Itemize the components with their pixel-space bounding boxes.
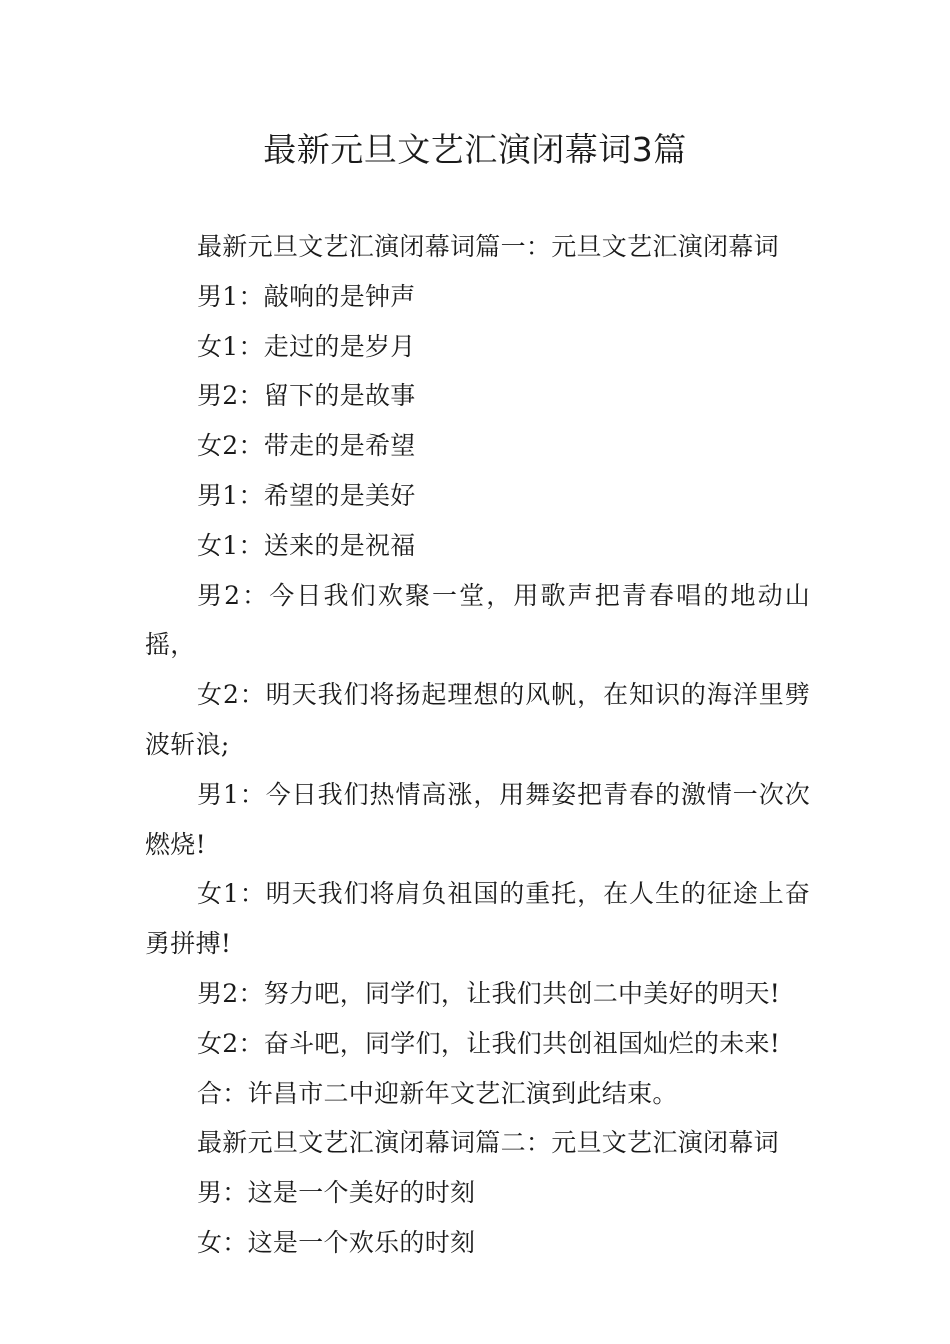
paragraph-1: 最新元旦文艺汇演闭幕词篇一：元旦文艺汇演闭幕词: [197, 232, 779, 261]
paragraph-14: 合：许昌市二中迎新年文艺汇演到此结束。: [197, 1078, 678, 1108]
paragraph-12: 男2：努力吧，同学们，让我们共创二中美好的明天!: [197, 978, 781, 1008]
paragraph-11: 女1：明天我们将肩负祖国的重托，在人生的征途上奋勇拼搏!: [145, 879, 810, 959]
paragraph-3: 女1：走过的是岁月: [197, 331, 416, 361]
paragraph-9: 女2：明天我们将扬起理想的风帆，在知识的海洋里劈波斩浪;: [145, 680, 810, 759]
document-body: [145, 222, 810, 1268]
paragraph-13: 女2：奋斗吧，同学们，让我们共创祖国灿烂的未来!: [197, 1028, 781, 1058]
paragraph-15: 最新元旦文艺汇演闭幕词篇二：元旦文艺汇演闭幕词: [197, 1128, 779, 1158]
document-title: 最新元旦文艺汇演闭幕词3篇: [263, 130, 687, 169]
paragraph-5: 女2：带走的是希望: [197, 431, 416, 461]
paragraph-17: 女：这是一个欢乐的时刻: [197, 1227, 476, 1257]
paragraph-2: 男1：敲响的是钟声: [197, 281, 416, 311]
paragraph-8: 男2：今日我们欢聚一堂，用歌声把青春唱的地动山摇，: [145, 580, 810, 660]
paragraph-6: 男1：希望的是美好: [197, 480, 416, 510]
paragraph-7: 女1：送来的是祝福: [197, 530, 416, 560]
paragraph-10: 男1：今日我们热情高涨，用舞姿把青春的激情一次次燃烧!: [145, 779, 810, 859]
paragraph-16: 男：这是一个美好的时刻: [197, 1178, 476, 1208]
paragraph-4: 男2：留下的是故事: [197, 381, 416, 411]
